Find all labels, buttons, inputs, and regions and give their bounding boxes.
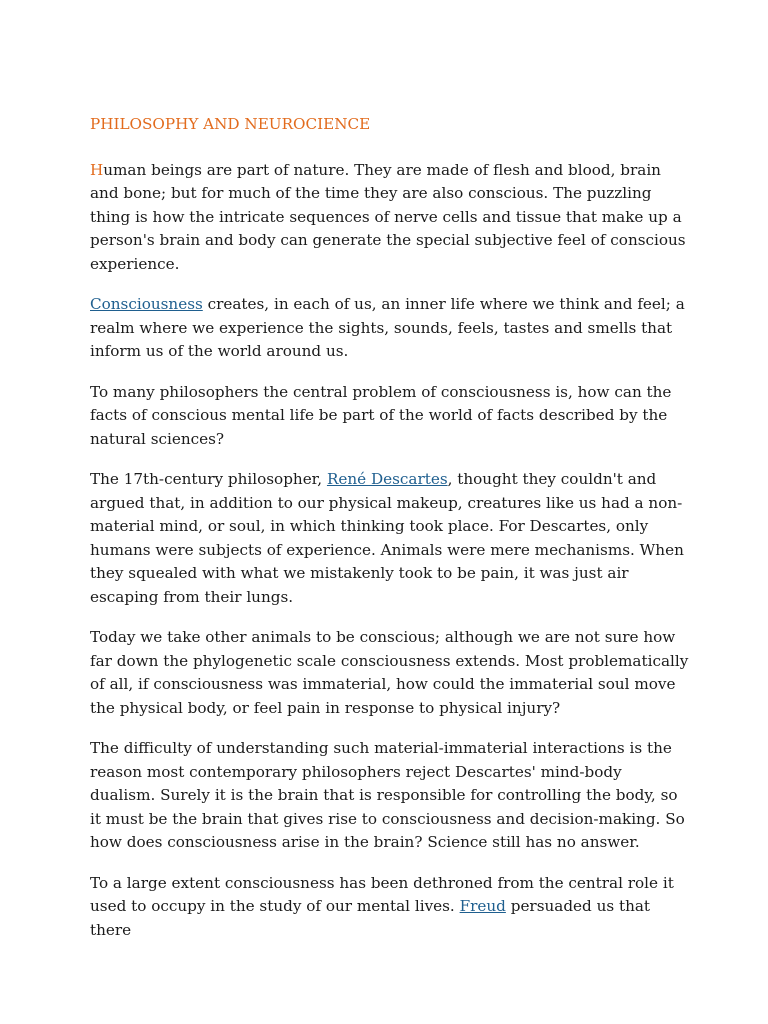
paragraph-7-text-after: persuaded us that there xyxy=(90,897,651,939)
paragraph-1-text: uman beings are part of nature. They are made of flesh and blood, brain and bone; but for much of the time they are also conscious. The puzzling thing is how the intricate sequences of nerve cells and tissue that make up a person's brain and body can generate the special subjective feel of conscious experience. xyxy=(90,160,686,273)
paragraph-2-text: creates, in each of us, an inner life where we think and feel; a realm where we experience the sights, sounds, feels, tastes and smells that inform us of the world around us. xyxy=(90,295,685,360)
paragraph-3: To many philosophers the central problem of consciousness is, how can the facts of conscious mental life be part of the world of facts described by the natural sciences? xyxy=(90,382,672,448)
paragraph-7-text-before: To a large extent consciousness has been dethroned from the central role it used to occupy in the study of our mental lives. xyxy=(90,873,674,915)
paragraph-5: Today we take other animals to be conscious; although we are not sure how far down the phylogenetic scale consciousness extends. Most problematically of all, if consciousness was immaterial, how could the immaterial soul move the physical body, or feel pain in response to physical injury? xyxy=(90,628,689,717)
document-title: PHILOSOPHY AND NEUROCIENCE xyxy=(90,115,371,133)
consciousness-link[interactable]: Consciousness xyxy=(90,295,203,313)
document-page xyxy=(90,113,690,959)
paragraph-2 xyxy=(90,293,690,364)
paragraph-7 xyxy=(90,872,690,943)
initial-letter: H xyxy=(90,160,104,179)
paragraph-1 xyxy=(90,159,690,277)
paragraph-4 xyxy=(90,468,690,609)
paragraph-4-text-after: , thought they couldn't and argued that, in addition to our physical makeup, creatures like us had a non-material mind, or soul, in which thinking took place. For Descartes, only humans were subjects of experience. Animals were mere mechanisms. When they squealed with what we mistakenly took to be pain, it was just air escaping from their lungs. xyxy=(90,470,684,606)
paragraph-6: The difficulty of understanding such material-immaterial interactions is the reason most contemporary philosophers reject Descartes' mind-body dualism. Surely it is the brain that is responsible for controlling the body, so it must be the brain that gives rise to consciousness and decision-making. So how does consciousness arise in the brain? Science still has no answer. xyxy=(90,739,685,851)
paragraph-4-text-before: The 17th-century philosopher, xyxy=(90,470,327,488)
freud-link[interactable]: Freud xyxy=(459,897,506,915)
rene-descartes-link[interactable]: René Descartes xyxy=(326,470,448,488)
